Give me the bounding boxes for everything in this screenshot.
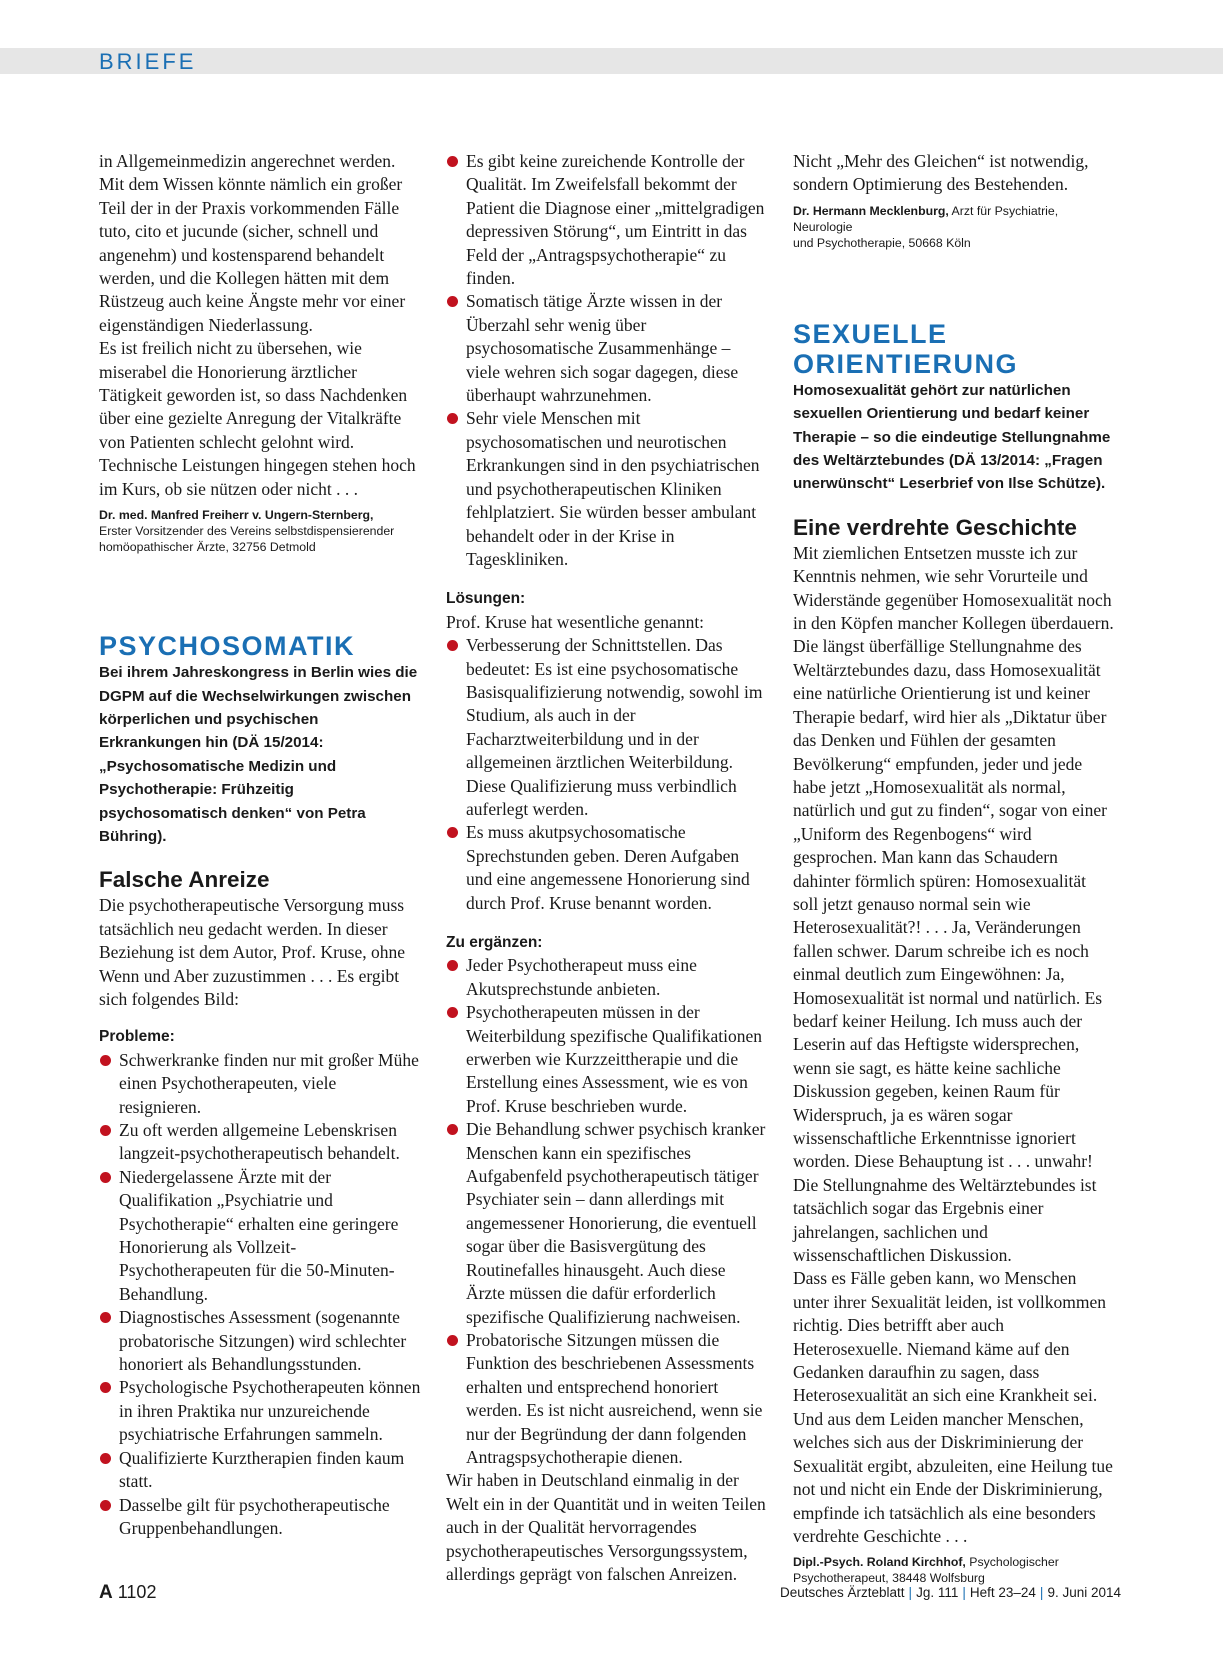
letter-body: Dass es Fälle geben kann, wo Menschen unter ihrer Sexualität leiden, ist vollkommen richtig. Dies betrifft aber auch Heterosexuelle. Niemand käme auf den Gedanken daraufhin zu sagen, dass Heterosexualität an sich eine Krankheit sei. Und aus dem Leiden mancher Menschen, welches sich aus der Diskriminierung der Sexualität ergibt, abzuleiten, eine Heilung tue not und nicht ein Ende der Diskriminierung, empfinde ich tatsächlich als eine besonders verdrehte Geschichte . . . <box>793 1268 1113 1546</box>
topic-heading: SEXUELLE ORIENTIERUNG <box>793 318 1019 379</box>
list-item: Zu oft werden allgemeine Lebenskrisen langzeit-psychotherapeutisch behandelt. <box>99 1119 421 1166</box>
list-item: Psychologische Psychotherapeuten können in ihren Praktika nur unzureichende psychiatrische Erfahrungen sammeln. <box>99 1376 421 1446</box>
letter-signature <box>99 507 421 555</box>
list-item: Die Behandlung schwer psychisch kranker Menschen kann ein spezifisches Aufgabenfeld psychotherapeutisch tätiger Psychiater sein – dann allerdings mit angemessener Honorierung, die eventuell sogar über die Basisvergütung des Routinefalles hinausgeht. Auch diese Ärzte müssen die dafür erforderlich spezifische Qualifizierung nachweisen. <box>446 1118 768 1329</box>
topic-heading: PSYCHOSOMATIK <box>99 631 356 662</box>
journal-issue: Heft 23–24 <box>969 1585 1036 1600</box>
topic-lead: Bei ihrem Jahreskongress in Berlin wies die DGPM auf die Wechselwirkungen zwischen körperlichen und psychischen Erkrankungen hin (DÄ 15/2014: „Psychosomatische Medizin und Psychotherapie: Frühzeitig psychosomatisch denken“ von Petra Bühring). <box>99 664 418 845</box>
letter-headline: Falsche Anreize <box>99 867 270 893</box>
list-item: Es muss akutpsychosomatische Sprechstunden geben. Deren Aufgaben und eine angemessene Honorierung sind durch Prof. Kruse benannt worden. <box>446 821 768 915</box>
list-label: Zu ergänzen: <box>446 934 543 951</box>
list-item: Qualifizierte Kurztherapien finden kaum statt. <box>99 1447 421 1494</box>
list-item: Verbesserung der Schnittstellen. Das bedeutet: Es ist eine psychosomatische Basisqualifizierung notwendig, sowohl im Studium, als auch in der Facharztweiterbildung und in der allgemeinen ärztlichen Weiterbildung. Diese Qualifizierung muss verbindlich auferlegt werden. <box>446 634 768 821</box>
list-item: Sehr viele Menschen mit psychosomatischen und neurotischen Erkrankungen sind in den psychiatrischen und psychotherapeutischen Kliniken fehlplatziert. Sie würden besser ambulant behandelt oder in der Krise in Tageskliniken. <box>446 407 768 571</box>
list-label: Probleme: <box>99 1028 175 1046</box>
page-prefix: A <box>99 1582 113 1603</box>
signature-line: homöopathischer Ärzte, 32756 Detmold <box>99 540 316 555</box>
list-label: Lösungen: <box>446 590 526 608</box>
list-intro: Prof. Kruse hat wesentliche genannt: <box>446 611 705 632</box>
list-item: Schwerkranke finden nur mit großer Mühe einen Psychotherapeuten, viele resignieren. <box>99 1049 421 1119</box>
list-item: Dasselbe gilt für psychotherapeutische Gruppenbehandlungen. <box>99 1494 421 1541</box>
signature-line: und Psychotherapie, 50668 Köln <box>793 235 971 250</box>
letter-signature <box>793 1554 1115 1586</box>
section-label: BRIEFE <box>99 49 197 74</box>
letter-closing: Wir haben in Deutschland einmalig in der Welt ein in der Quantität und in weiten Teilen auch in der Qualität hervorragendes psychotherapeutisches Versorgungssystem, allerdings geprägt von falschen Anreizen. <box>446 1470 766 1584</box>
journal-date: 9. Juni 2014 <box>1047 1585 1121 1600</box>
list-item: Diagnostisches Assessment (sogenannte probatorische Sitzungen) wird schlechter honoriert als Behandlungsstunden. <box>99 1306 421 1376</box>
column-1 <box>99 150 421 1540</box>
signature-line: Psychotherapeut, 38448 Wolfsburg <box>793 1571 985 1586</box>
list-item: Probatorische Sitzungen müssen die Funktion des beschriebenen Assessments erhalten und entsprechend honoriert werden. Es ist nicht ausreichend, wenn sie nur der Begründung der dann folgenden Antragspsychotherapie dienen. <box>446 1329 768 1469</box>
column-3 <box>793 150 1115 1586</box>
journal-name: Deutsches Ärzteblatt <box>779 1585 905 1600</box>
list-item: Somatisch tätige Ärzte wissen in der Überzahl sehr wenig über psychosomatische Zusammenhänge – viele wehren sich sogar dagegen, diese überhaupt wahrzunehmen. <box>446 290 768 407</box>
list-item: Jeder Psychotherapeut muss eine Akutsprechstunde anbieten. <box>446 954 768 1001</box>
letter-body: Die psychotherapeutische Versorgung muss tatsächlich neu gedacht werden. In dieser Beziehung ist dem Autor, Prof. Kruse, ohne Wenn und Aber zuzustimmen . . . Es ergibt sich folgendes Bild: <box>99 895 405 1009</box>
signature-name: Dr. Hermann Mecklenburg, <box>793 203 949 218</box>
signature-line: Erster Vorsitzender des Vereins selbstdispensierender <box>99 524 395 539</box>
signature-line: Psychologischer <box>965 1555 1059 1570</box>
topic-lead: Homosexualität gehört zur natürlichen sexuellen Orientierung und bedarf keiner Therapie – so die eindeutige Stellungnahme des Weltärztebundes (DÄ 13/2014: „Fragen unerwünscht“ Leserbrief von Ilse Schütze). <box>793 381 1111 493</box>
letter-headline: Eine verdrehte Geschichte <box>793 514 1077 540</box>
letter-signature <box>793 203 1115 251</box>
signature-name: Dr. med. Manfred Freiherr v. Ungern-Sternberg, <box>99 508 374 523</box>
letter-body: Mit ziemlichen Entsetzen musste ich zur Kenntnis nehmen, wie sehr Vorurteile und Widerstände gegenüber Homosexualität noch in den Köpfen mancher Kollegen überdauern. Die längst überfällige Stellungnahme des Weltärztebundes dazu, dass Homosexualität eine natürliche Orientierung ist und keiner Therapie bedarf, wird hier als „Diktatur über das Denken und Fühlen der gesamten Bevölkerung“ empfunden, jeder und jede habe jetzt „Homosexualität als normal, natürlich und gut zu finden“, sogar von einer „Uniform des Regenbogens“ wird gesprochen. Man kann das Schaudern dahinter förmlich spüren: Homosexualität soll jetzt genauso normal sein wie Heterosexualität?! . . . Ja, Veränderungen fallen schwer. Darum schreibe ich es noch einmal deutlich zum Eingewöhnen: Ja, Homosexualität ist normal und natürlich. Es bedarf keiner Heilung. Ich muss auch der Leserin auf das Heftigste widersprechen, wenn sie sagt, es hätte keine sachliche Diskussion gegeben, keinen Raum für Widerspruch, ja es wären sogar wissenschaftliche Erkenntnisse ignoriert worden. Diese Behauptung ist . . . unwahr! Die Stellungnahme des Weltärztebundes ist tatsächlich sogar das Ergebnis einer jahrelangen, sachlichen und wissenschaftlichen Diskussion. <box>793 542 1114 1266</box>
journal-info: Deutsches Ärzteblatt | Jg. 111 | Heft 23–24 | 9. Juni 2014 <box>779 1585 1121 1600</box>
signature-line: Arzt für Psychiatrie, Neurologie <box>793 203 1059 234</box>
list-item: Niedergelassene Ärzte mit der Qualifikation „Psychiatrie und Psychotherapie“ erhalten eine geringere Honorierung als Vollzeit-Psychotherapeuten für die 50-Minuten-Behandlung. <box>99 1166 421 1306</box>
page-number <box>99 1582 156 1604</box>
list-item: Es gibt keine zureichende Kontrolle der Qualität. Im Zweifelsfall bekommt der Patient die Diagnose einer „mittelgradigen depressiven Störung“, um Eintritt in das Feld der „Antragspsychotherapie“ zu finden. <box>446 150 768 290</box>
intro-paragraph: in Allgemeinmedizin angerechnet werden. Mit dem Wissen könnte nämlich ein großer Teil der in der Praxis vorkommenden Fälle tuto, cito et jucunde (sicher, schnell und angenehm) und kostensparend behandelt werden, und die Kollegen hätten mit dem Rüstzeug auch keine Ängste mehr vor einer eigenständigen Niederlassung. <box>99 151 406 335</box>
signature-name: Dipl.-Psych. Roland Kirchhof, <box>793 1555 966 1570</box>
intro-paragraph: Nicht „Mehr des Gleichen“ ist notwendig, sondern Optimierung des Bestehenden. <box>793 151 1089 195</box>
journal-volume: Jg. 111 <box>916 1585 959 1600</box>
page-number-value: 1102 <box>117 1582 157 1602</box>
list-item: Psychotherapeuten müssen in der Weiterbildung spezifische Qualifikationen erwerben wie Kurzzeittherapie und die Erstellung eines Assessment, wie es von Prof. Kruse beschrieben wurde. <box>446 1001 768 1118</box>
column-2 <box>446 150 768 1586</box>
intro-paragraph: Es ist freilich nicht zu übersehen, wie miserabel die Honorierung ärztlicher Tätigkeit geworden ist, so dass Nachdenken über eine gezielte Anregung der Vitalkräfte von Patienten schlecht gelohnt wird. Technische Leistungen hingegen stehen hoch im Kurs, ob sie nützen oder nicht . . . <box>99 338 416 499</box>
